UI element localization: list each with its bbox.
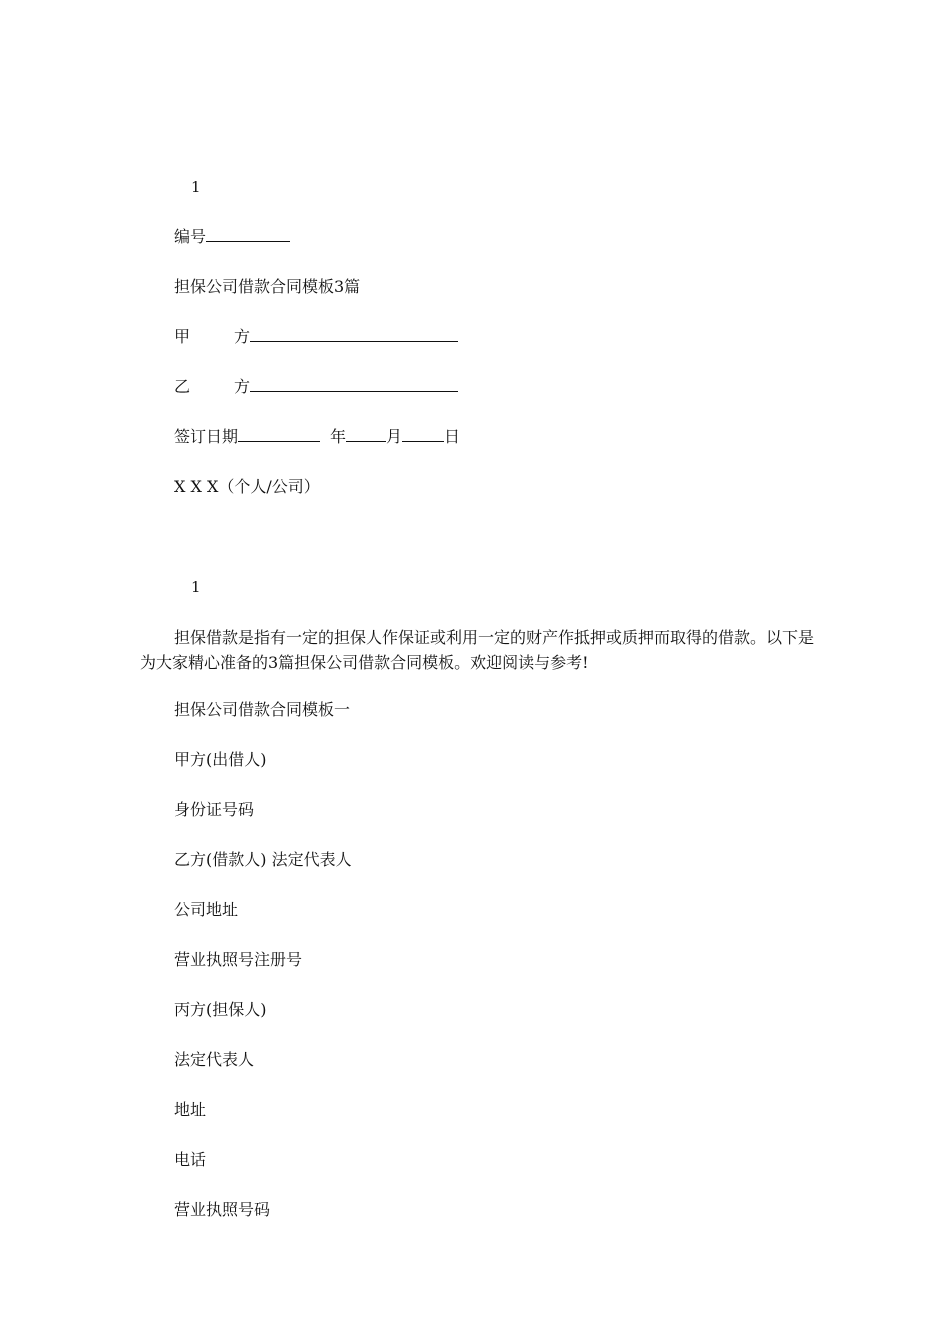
party-a-char2: 方	[234, 327, 251, 346]
serial-number-blank	[206, 227, 290, 242]
document-title: 担保公司借款合同模板3篇	[174, 277, 361, 296]
intro-paragraph: 担保借款是指有一定的担保人作保证或利用一定的财产作抵押或质押而取得的借款。以下是为大家精心准备的3篇担保公司借款合同模板。欢迎阅读与参考!	[140, 628, 815, 672]
business-license-number: 营业执照号码	[174, 1200, 271, 1219]
party-b-line	[174, 377, 458, 397]
body-page-number: 1	[191, 578, 201, 596]
serial-number-line	[174, 227, 290, 247]
phone: 电话	[174, 1150, 207, 1169]
sign-date-blank	[238, 427, 320, 442]
party-a-line	[174, 327, 458, 347]
month-label: 月	[386, 427, 403, 446]
day-label: 日	[444, 427, 461, 446]
party-b-char2: 方	[234, 377, 251, 396]
business-license-registration: 营业执照号注册号	[174, 950, 303, 969]
party-c-guarantor: 丙方(担保人)	[174, 1000, 267, 1019]
party-a-blank	[250, 327, 458, 342]
month-blank	[346, 427, 386, 442]
section-title: 担保公司借款合同模板一	[174, 700, 351, 719]
day-blank	[402, 427, 444, 442]
legal-representative: 法定代表人	[174, 1050, 255, 1069]
author-line: X X X（个人/公司）	[174, 477, 320, 496]
party-a-lender: 甲方(出借人)	[174, 750, 267, 769]
serial-number-label: 编号	[174, 227, 207, 246]
party-a-char1: 甲	[174, 327, 191, 346]
party-b-char1: 乙	[174, 377, 191, 396]
id-number: 身份证号码	[174, 800, 255, 819]
year-label: 年	[330, 427, 347, 446]
cover-page-number: 1	[191, 178, 201, 196]
company-address: 公司地址	[174, 900, 239, 919]
party-b-borrower: 乙方(借款人) 法定代表人	[174, 850, 352, 869]
sign-date-line	[174, 427, 460, 447]
party-b-blank	[250, 377, 458, 392]
address: 地址	[174, 1100, 207, 1119]
sign-date-label: 签订日期	[174, 427, 239, 446]
